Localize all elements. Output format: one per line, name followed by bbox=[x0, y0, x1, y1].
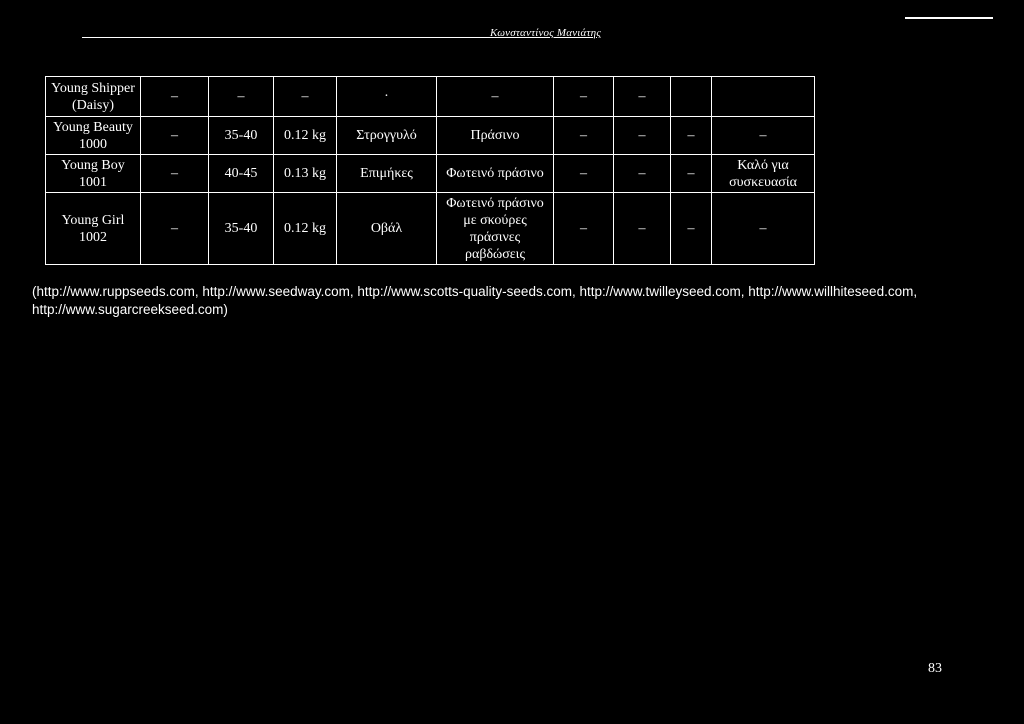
variety-name: Young Girl 1002 bbox=[46, 193, 141, 265]
table-cell bbox=[712, 77, 815, 117]
header-rule-left bbox=[82, 37, 490, 38]
header-rule-right bbox=[905, 17, 993, 19]
table-cell: 35-40 bbox=[209, 193, 274, 265]
sources-note: (http://www.ruppseeds.com, http://www.seedway.com, http://www.scotts-quality-seeds.com, http://www.twilleyseed.com, http://www.willhiteseed.com, http://www.sugarcreekseed.com) bbox=[32, 284, 918, 317]
page-number: 83 bbox=[928, 661, 942, 676]
table-cell: – bbox=[437, 77, 554, 117]
table-row bbox=[46, 77, 815, 117]
table-cell: – bbox=[554, 193, 614, 265]
table-cell: Στρογγυλό bbox=[337, 117, 437, 155]
table-cell: Φωτεινό πράσινο με σκούρες πράσινες ραβδώσεις bbox=[437, 193, 554, 265]
table-cell: 0.13 kg bbox=[274, 155, 337, 193]
table-cell: Οβάλ bbox=[337, 193, 437, 265]
table-cell: – bbox=[614, 117, 671, 155]
table-cell: – bbox=[141, 117, 209, 155]
table-cell: Επιμήκες bbox=[337, 155, 437, 193]
seed-varieties-table bbox=[45, 76, 815, 265]
table-cell: – bbox=[712, 117, 815, 155]
table-cell: – bbox=[274, 77, 337, 117]
table-cell: · bbox=[337, 77, 437, 117]
variety-name: Young Beauty 1000 bbox=[46, 117, 141, 155]
variety-name: Young Shipper (Daisy) bbox=[46, 77, 141, 117]
table-cell: – bbox=[671, 193, 712, 265]
table-cell: – bbox=[141, 193, 209, 265]
table-cell: 0.12 kg bbox=[274, 117, 337, 155]
table-cell: – bbox=[554, 155, 614, 193]
table-cell: – bbox=[554, 117, 614, 155]
table-row bbox=[46, 155, 815, 193]
table-cell: 0.12 kg bbox=[274, 193, 337, 265]
table-cell: Πράσινο bbox=[437, 117, 554, 155]
table-cell: – bbox=[712, 193, 815, 265]
table-row bbox=[46, 117, 815, 155]
table-cell: 40-45 bbox=[209, 155, 274, 193]
table-cell: – bbox=[671, 155, 712, 193]
table-cell: – bbox=[614, 155, 671, 193]
variety-name: Young Boy 1001 bbox=[46, 155, 141, 193]
table-cell: Φωτεινό πράσινο bbox=[437, 155, 554, 193]
table-cell bbox=[671, 77, 712, 117]
table-cell: – bbox=[141, 155, 209, 193]
table-cell: – bbox=[141, 77, 209, 117]
table-cell: – bbox=[614, 193, 671, 265]
table-cell: – bbox=[554, 77, 614, 117]
table-row bbox=[46, 193, 815, 265]
table-cell: – bbox=[209, 77, 274, 117]
header-author: Κωνσταντίνος Μανιάτης bbox=[490, 27, 601, 39]
table-cell: 35-40 bbox=[209, 117, 274, 155]
table-cell: – bbox=[614, 77, 671, 117]
table-cell: – bbox=[671, 117, 712, 155]
table-cell: Καλό για συσκευασία bbox=[712, 155, 815, 193]
